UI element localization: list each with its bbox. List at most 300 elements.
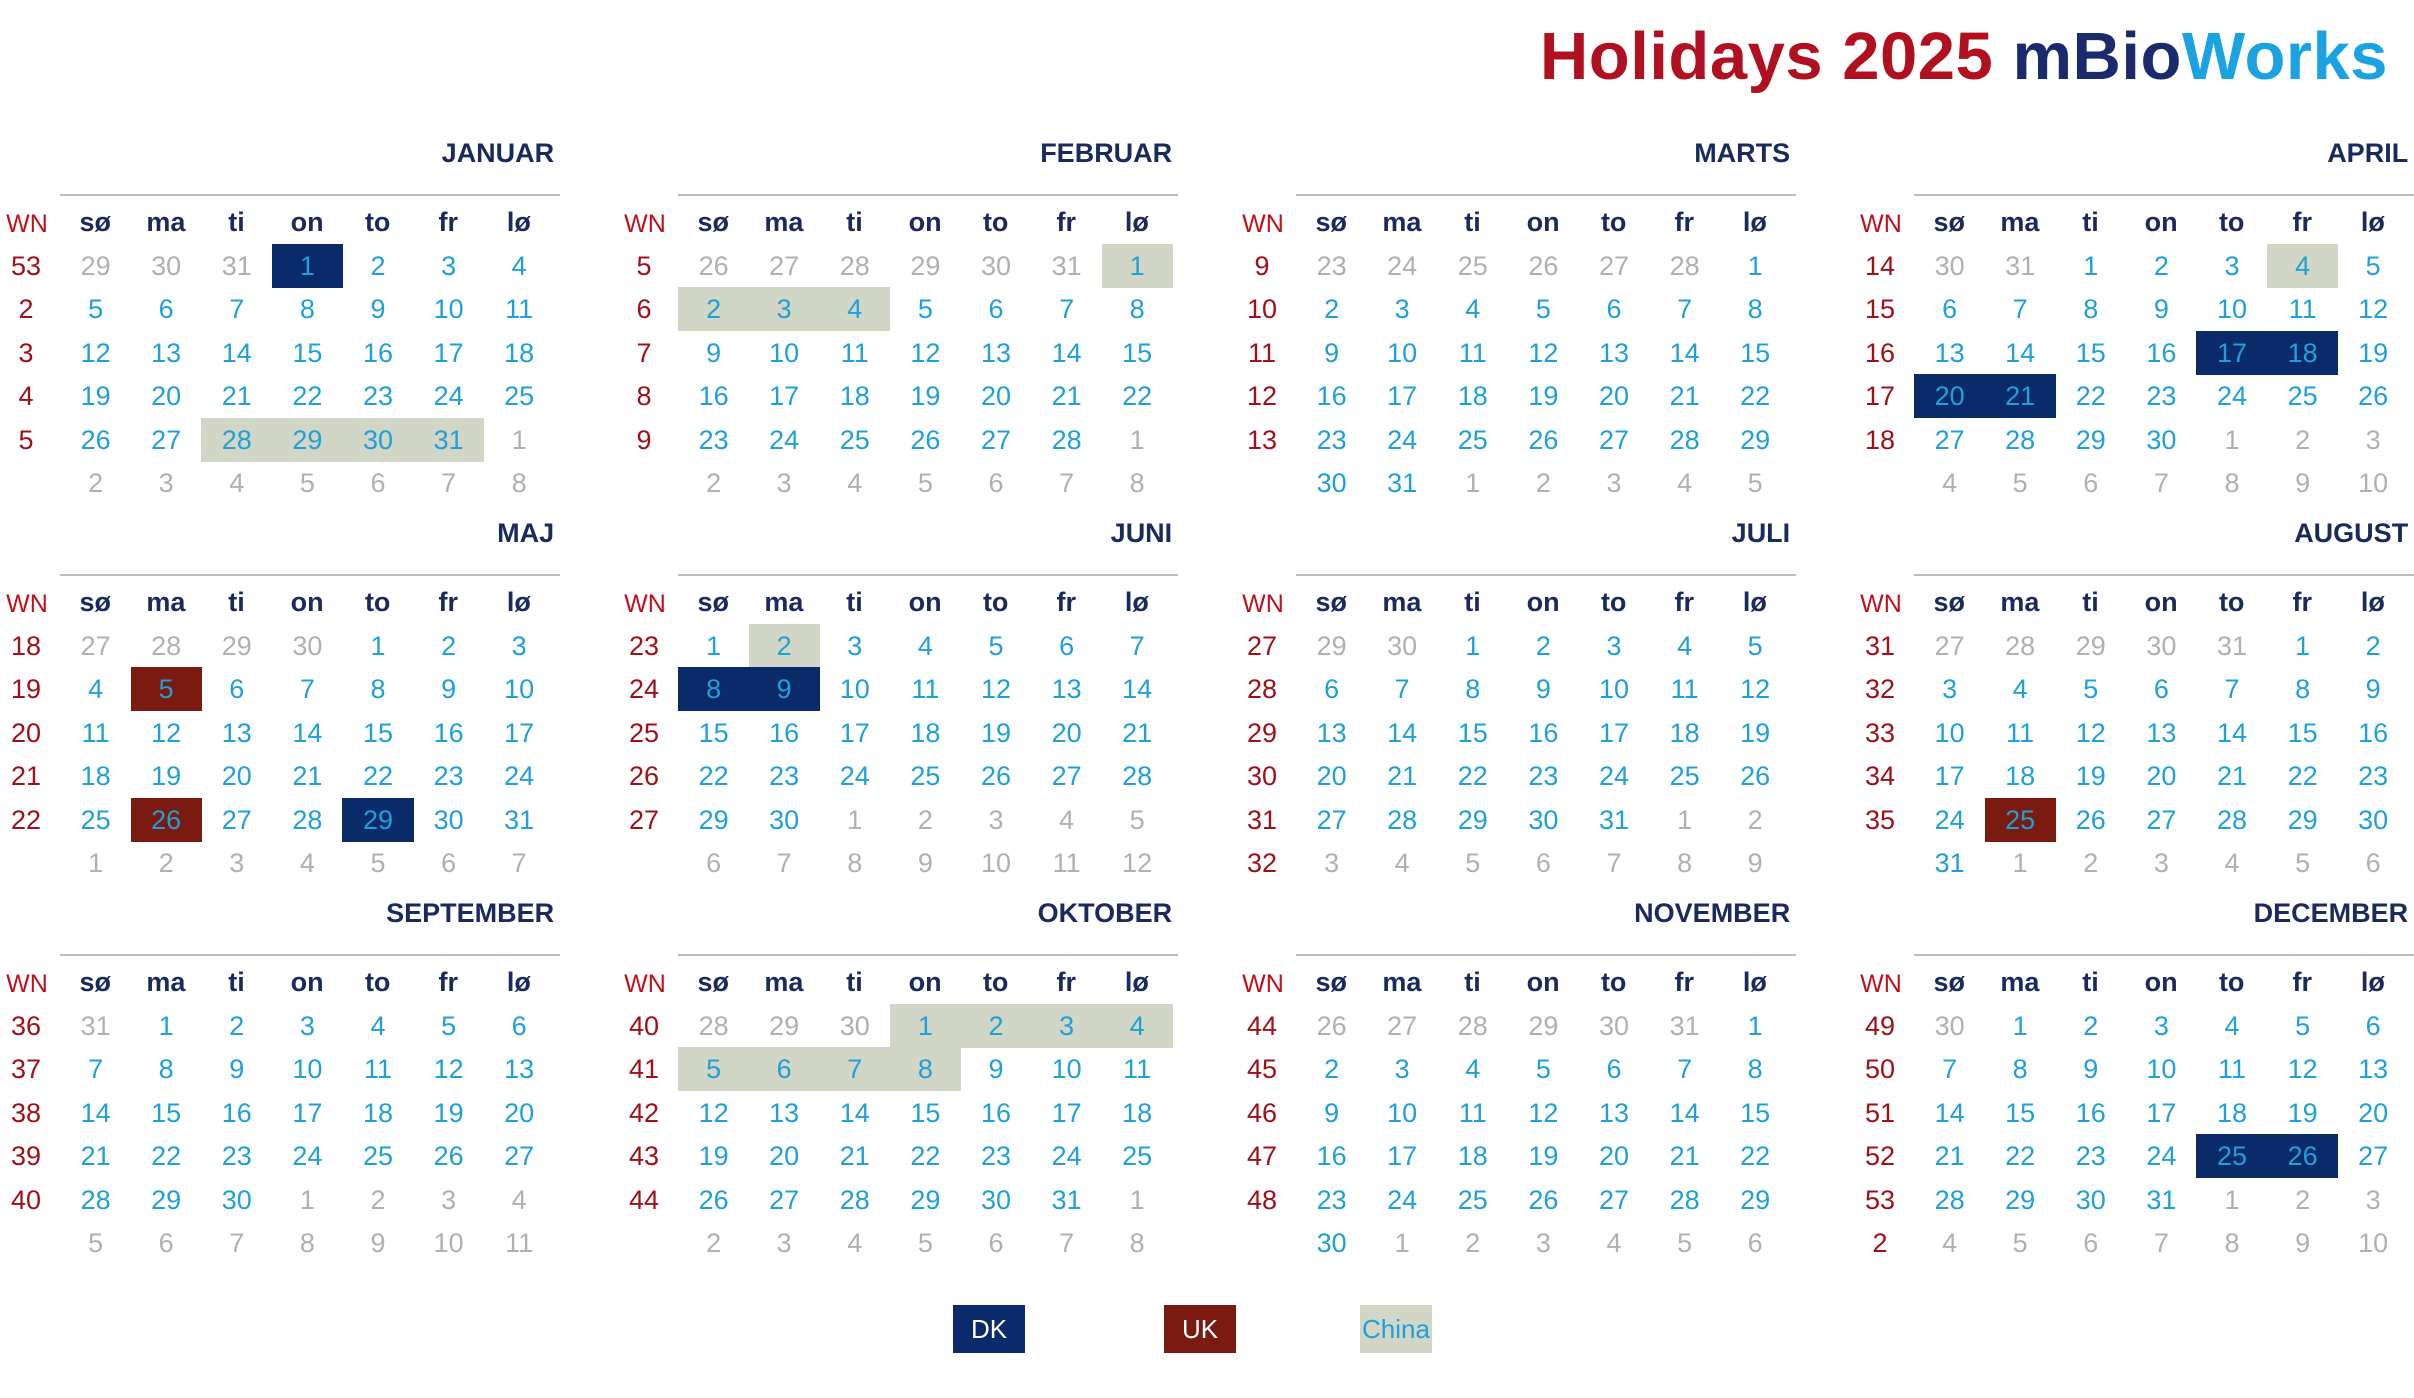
day-cell: 16	[698, 381, 729, 411]
day-cell-other: 3	[1324, 848, 1340, 878]
day-cell: 26	[1528, 424, 1559, 455]
day-cell: 23	[362, 381, 393, 411]
day-cell: 26	[980, 761, 1011, 791]
week-number: 4	[18, 381, 34, 411]
day-cell: 19	[980, 717, 1011, 748]
day-cell: 23	[1316, 1184, 1347, 1215]
day-cell: 3	[1606, 630, 1622, 661]
day-cell: 18	[910, 717, 941, 748]
day-cell: 22	[2075, 381, 2106, 411]
day-cell-other: 2	[1535, 468, 1551, 498]
day-cell: 4	[88, 674, 104, 704]
day-cell: 3	[2153, 1010, 2169, 1041]
day-cell: 19	[2287, 1097, 2318, 1128]
day-cell: 17	[2146, 1097, 2177, 1128]
week-number: 10	[1246, 294, 1278, 324]
day-cell: 12	[1528, 1097, 1559, 1128]
day-cell: 20	[1598, 1141, 1629, 1171]
day-cell-other: 10	[2358, 1228, 2389, 1258]
day-cell: 16	[2075, 1097, 2106, 1128]
month-name: NOVEMBER	[1634, 898, 1791, 928]
day-cell: 20	[980, 381, 1011, 411]
day-cell: 10	[1598, 674, 1629, 704]
week-number-header: WN	[6, 210, 48, 238]
day-cell-other: 1	[2224, 424, 2240, 455]
day-cell-holiday-dk: 9	[749, 667, 820, 711]
day-cell-other: 30	[980, 250, 1011, 281]
day-cell-other: 29	[2075, 630, 2106, 661]
day-cell: 17	[839, 717, 870, 748]
day-cell-other: 2	[370, 1184, 386, 1215]
day-cell-holiday-china: 2	[749, 624, 820, 668]
weekday-header: on	[2144, 967, 2178, 997]
month-divider	[1914, 194, 2414, 196]
day-cell: 4	[2012, 674, 2028, 704]
weekday-header: ti	[228, 967, 245, 997]
week-number: 8	[636, 381, 652, 411]
day-cell-other: 7	[2153, 1228, 2169, 1258]
day-cell: 11	[2217, 1054, 2246, 1084]
weekday-header: lø	[506, 587, 531, 617]
day-cell-other: 10	[433, 1228, 464, 1258]
day-cell: 30	[1316, 468, 1347, 498]
weekday-header: lø	[1742, 967, 1767, 997]
day-cell: 24	[2146, 1141, 2177, 1171]
week-number	[1234, 461, 1290, 505]
day-cell-other: 5	[1129, 804, 1145, 835]
day-cell: 9	[370, 294, 386, 324]
day-cell-other: 9	[2295, 1228, 2311, 1258]
day-cell: 20	[2358, 1097, 2389, 1128]
day-cell-other: 4	[511, 1184, 527, 1215]
day-cell: 6	[1059, 630, 1075, 661]
weekday-header: on	[1526, 587, 1560, 617]
day-cell: 30	[980, 1184, 1011, 1215]
weekday-header: ti	[846, 207, 863, 237]
day-cell-other: 5	[88, 1228, 104, 1258]
month-name: AUGUST	[2294, 518, 2409, 548]
day-cell-other: 5	[2012, 1228, 2028, 1258]
day-cell-holiday-dk: 1	[272, 244, 343, 288]
day-cell-other: 28	[1457, 1010, 1488, 1041]
day-cell: 13	[1598, 1097, 1629, 1128]
day-cell: 27	[1051, 761, 1082, 791]
day-cell: 19	[2075, 761, 2106, 791]
day-cell: 8	[2083, 294, 2099, 324]
weekday-header: fr	[1674, 207, 1695, 237]
day-cell-other: 3	[158, 468, 174, 498]
day-cell: 13	[1316, 717, 1347, 748]
day-cell-other: 2	[2295, 424, 2311, 455]
day-cell: 8	[2012, 1054, 2028, 1084]
day-cell: 16	[1316, 381, 1347, 411]
day-cell-other: 3	[1535, 1228, 1551, 1258]
day-cell-holiday-china: 2	[960, 1004, 1031, 1048]
day-cell-other: 1	[2012, 848, 2028, 878]
day-cell: 22	[2005, 1141, 2036, 1171]
day-cell-other: 27	[1387, 1010, 1418, 1041]
day-cell: 15	[2005, 1097, 2036, 1128]
day-cell: 29	[1740, 424, 1771, 455]
day-cell-holiday-china: 8	[890, 1047, 961, 1091]
day-cell: 13	[151, 337, 182, 368]
weekday-header: to	[982, 207, 1009, 237]
day-cell: 4	[2224, 1010, 2240, 1041]
day-cell: 23	[1316, 424, 1347, 455]
day-cell-other: 3	[2365, 424, 2381, 455]
day-cell-other: 5	[917, 468, 933, 498]
day-cell-holiday-dk: 29	[342, 798, 413, 842]
day-cell: 8	[1465, 674, 1481, 704]
weekday-header: ma	[146, 207, 186, 237]
day-cell-other: 2	[1465, 1228, 1481, 1258]
day-cell-other: 27	[1598, 250, 1629, 281]
day-cell: 28	[2005, 424, 2036, 455]
week-number	[616, 1221, 672, 1265]
day-cell: 20	[2146, 761, 2177, 791]
month-name: MAJ	[497, 518, 555, 548]
day-cell: 31	[1387, 468, 1418, 498]
week-number	[616, 841, 672, 885]
day-cell-other: 10	[980, 848, 1011, 878]
day-cell: 19	[1740, 717, 1771, 748]
day-cell-other: 7	[776, 848, 792, 878]
weekday-header: sø	[1315, 207, 1348, 237]
week-number: 18	[1864, 424, 1896, 455]
day-cell: 15	[1740, 1097, 1771, 1128]
weekday-header: on	[2144, 587, 2178, 617]
day-cell: 18	[1669, 717, 1700, 748]
day-cell: 13	[2146, 717, 2177, 748]
weekday-header: fr	[2292, 207, 2313, 237]
weekday-header: fr	[1056, 967, 1077, 997]
day-cell: 14	[1387, 717, 1418, 748]
day-cell-other: 2	[706, 468, 722, 498]
day-cell: 31	[504, 804, 535, 835]
day-cell: 9	[1324, 337, 1340, 368]
day-cell: 24	[433, 381, 464, 411]
day-cell-other: 8	[299, 1228, 315, 1258]
day-cell: 14	[292, 717, 323, 748]
day-cell: 30	[221, 1184, 252, 1215]
day-cell-other: 29	[1528, 1010, 1559, 1041]
day-cell: 2	[1324, 1054, 1340, 1084]
day-cell-other: 4	[1942, 468, 1958, 498]
week-number: 42	[628, 1097, 660, 1128]
day-cell-other: 31	[2216, 630, 2247, 661]
weekday-header: on	[1526, 207, 1560, 237]
day-cell-holiday-dk: 8	[678, 667, 749, 711]
logo-works: Works	[2181, 19, 2388, 94]
day-cell: 14	[2005, 337, 2036, 368]
day-cell: 24	[1598, 761, 1629, 791]
day-cell: 10	[1387, 1097, 1418, 1128]
day-cell: 10	[292, 1054, 323, 1084]
day-cell: 17	[769, 381, 800, 411]
week-number: 27	[1246, 630, 1278, 661]
day-cell-holiday-dk: 26	[2267, 1134, 2338, 1178]
legend-china: China	[1360, 1305, 1432, 1353]
day-cell: 7	[2224, 674, 2240, 704]
day-cell-other: 7	[1059, 468, 1075, 498]
month-name: JUNI	[1110, 518, 1173, 548]
weekday-header: lø	[2360, 207, 2385, 237]
weekday-header: to	[982, 587, 1009, 617]
day-cell: 9	[2153, 294, 2169, 324]
day-cell-other: 1	[1394, 1228, 1410, 1258]
day-cell: 27	[769, 1184, 800, 1215]
day-cell: 8	[370, 674, 386, 704]
day-cell: 3	[2224, 250, 2240, 281]
weekday-header: sø	[1933, 207, 1966, 237]
weekday-header: on	[290, 967, 324, 997]
day-cell: 5	[1535, 294, 1551, 324]
day-cell: 27	[1934, 424, 1965, 455]
day-cell-other: 30	[1387, 630, 1418, 661]
day-cell-other: 4	[1677, 468, 1693, 498]
day-cell: 2	[2083, 1010, 2099, 1041]
month-divider	[60, 954, 560, 956]
day-cell-other: 7	[511, 848, 527, 878]
weekday-header: on	[290, 207, 324, 237]
weekday-header: to	[1600, 967, 1627, 997]
day-cell: 16	[433, 717, 464, 748]
day-cell: 6	[2153, 674, 2169, 704]
day-cell-other: 6	[370, 468, 386, 498]
week-number: 52	[1864, 1141, 1896, 1171]
day-cell: 5	[2083, 674, 2099, 704]
day-cell-other: 3	[441, 1184, 457, 1215]
day-cell-other: 11	[505, 1228, 534, 1258]
day-cell-other: 29	[80, 250, 111, 281]
weekday-header: sø	[79, 207, 112, 237]
week-number	[1852, 841, 1908, 885]
day-cell-holiday-china: 1	[890, 1004, 961, 1048]
day-cell-other: 3	[988, 804, 1004, 835]
day-cell: 22	[1740, 1141, 1771, 1171]
week-number-header: WN	[6, 970, 48, 998]
day-cell-other: 9	[1747, 848, 1763, 878]
day-cell: 22	[362, 761, 393, 791]
day-cell: 27	[2358, 1141, 2389, 1171]
day-cell: 10	[1934, 717, 1965, 748]
day-cell: 25	[1457, 424, 1488, 455]
day-cell: 3	[1394, 1054, 1410, 1084]
day-cell: 17	[292, 1097, 323, 1128]
day-cell: 27	[980, 424, 1011, 455]
day-cell: 18	[1457, 1141, 1488, 1171]
day-cell: 18	[2005, 761, 2036, 791]
month-divider	[1296, 194, 1796, 196]
week-number: 23	[628, 630, 660, 661]
day-cell-other: 1	[1129, 424, 1145, 455]
day-cell: 12	[698, 1097, 729, 1128]
week-number-header: WN	[624, 590, 666, 618]
week-number: 22	[10, 804, 42, 835]
day-cell-other: 1	[299, 1184, 315, 1215]
day-cell: 6	[511, 1010, 527, 1041]
day-cell: 5	[88, 294, 104, 324]
week-number	[1852, 461, 1908, 505]
week-number: 9	[636, 424, 652, 455]
day-cell-other: 2	[917, 804, 933, 835]
day-cell: 9	[988, 1054, 1004, 1084]
day-cell: 21	[221, 381, 252, 411]
day-cell-other: 4	[1059, 804, 1075, 835]
day-cell: 29	[2287, 804, 2318, 835]
day-cell: 5	[988, 630, 1004, 661]
day-cell-other: 4	[2224, 848, 2240, 878]
day-cell-holiday-china: 5	[678, 1047, 749, 1091]
day-cell: 11	[363, 1054, 392, 1084]
day-cell: 30	[2358, 804, 2389, 835]
week-number: 39	[10, 1141, 42, 1171]
day-cell: 8	[1747, 294, 1763, 324]
day-cell: 12	[433, 1054, 464, 1084]
day-cell-other: 3	[229, 848, 245, 878]
day-cell-other: 1	[88, 848, 104, 878]
day-cell: 17	[504, 717, 535, 748]
day-cell: 31	[2146, 1184, 2177, 1215]
day-cell: 11	[911, 674, 940, 704]
day-cell: 19	[80, 381, 111, 411]
day-cell: 18	[362, 1097, 393, 1128]
day-cell: 27	[221, 804, 252, 835]
day-cell: 15	[362, 717, 393, 748]
day-cell: 12	[910, 337, 941, 368]
day-cell-other: 1	[1465, 468, 1481, 498]
day-cell: 7	[88, 1054, 104, 1084]
day-cell: 1	[1465, 630, 1481, 661]
day-cell: 19	[1528, 1141, 1559, 1171]
day-cell-other: 8	[2224, 1228, 2240, 1258]
weekday-header: to	[2218, 967, 2245, 997]
week-number: 16	[1864, 337, 1896, 368]
day-cell: 23	[2358, 761, 2389, 791]
day-cell-other: 30	[1934, 250, 1965, 281]
day-cell: 28	[839, 1184, 870, 1215]
weekday-header: to	[2218, 207, 2245, 237]
day-cell: 22	[151, 1141, 182, 1171]
day-cell: 23	[980, 1141, 1011, 1171]
weekday-header: fr	[2292, 587, 2313, 617]
day-cell: 4	[511, 250, 527, 281]
week-number: 45	[1246, 1054, 1278, 1084]
day-cell-other: 28	[839, 250, 870, 281]
day-cell-other: 4	[1942, 1228, 1958, 1258]
week-number: 31	[1864, 630, 1896, 661]
day-cell: 25	[1457, 1184, 1488, 1215]
day-cell: 22	[1122, 381, 1153, 411]
day-cell: 21	[80, 1141, 111, 1171]
day-cell-other: 6	[706, 848, 722, 878]
day-cell-holiday-china: 4	[819, 287, 890, 331]
day-cell: 12	[2358, 294, 2389, 324]
weekday-header: sø	[1933, 967, 1966, 997]
day-cell-other: 9	[370, 1228, 386, 1258]
weekday-header: on	[908, 587, 942, 617]
week-number: 20	[10, 717, 42, 748]
day-cell-other: 2	[2083, 848, 2099, 878]
week-number: 47	[1246, 1141, 1278, 1171]
week-number: 26	[628, 761, 660, 791]
weekday-header: fr	[1674, 967, 1695, 997]
day-cell-other: 6	[2365, 848, 2381, 878]
day-cell: 26	[2358, 381, 2389, 411]
day-cell: 26	[80, 424, 111, 455]
day-cell-holiday-china: 6	[749, 1047, 820, 1091]
day-cell: 22	[1740, 381, 1771, 411]
day-cell: 12	[2287, 1054, 2318, 1084]
week-number: 13	[1246, 424, 1278, 455]
week-number: 28	[1246, 674, 1278, 704]
day-cell: 22	[292, 381, 323, 411]
day-cell-other: 28	[151, 630, 182, 661]
weekday-header: sø	[697, 587, 730, 617]
week-number	[616, 461, 672, 505]
weekday-header: fr	[1056, 587, 1077, 617]
day-cell-holiday-dk: 21	[1985, 374, 2056, 418]
day-cell: 15	[2075, 337, 2106, 368]
week-number-header: WN	[1242, 970, 1284, 998]
week-number-header: WN	[1860, 210, 1902, 238]
day-cell: 10	[769, 337, 800, 368]
day-cell: 28	[292, 804, 323, 835]
day-cell: 8	[299, 294, 315, 324]
weekday-header: ti	[228, 207, 245, 237]
week-number: 17	[1864, 381, 1896, 411]
weekday-header: ti	[1464, 967, 1481, 997]
weekday-header: sø	[1315, 587, 1348, 617]
day-cell: 13	[980, 337, 1011, 368]
weekday-header: ti	[1464, 207, 1481, 237]
weekday-header: fr	[2292, 967, 2313, 997]
weekday-header: to	[982, 967, 1009, 997]
day-cell-other: 28	[1669, 250, 1700, 281]
week-number: 19	[10, 674, 42, 704]
day-cell: 2	[2365, 630, 2381, 661]
day-cell: 16	[362, 337, 393, 368]
day-cell: 27	[1316, 804, 1347, 835]
day-cell-holiday-dk: 18	[2267, 331, 2338, 375]
day-cell: 31	[1934, 848, 1965, 878]
day-cell-other: 30	[839, 1010, 870, 1041]
weekday-header: fr	[438, 207, 459, 237]
day-cell: 28	[1669, 424, 1700, 455]
day-cell: 14	[1051, 337, 1082, 368]
weekday-header: fr	[438, 587, 459, 617]
day-cell: 13	[1051, 674, 1082, 704]
day-cell-other: 24	[1387, 250, 1418, 281]
week-number: 7	[636, 337, 652, 368]
weekday-header: lø	[506, 967, 531, 997]
day-cell: 28	[80, 1184, 111, 1215]
week-number	[0, 461, 54, 505]
day-cell: 9	[1324, 1097, 1340, 1128]
week-number: 51	[1864, 1097, 1896, 1128]
legend-uk: UK	[1164, 1305, 1236, 1353]
day-cell: 11	[1458, 1097, 1487, 1128]
day-cell: 1	[158, 1010, 174, 1041]
day-cell-other: 4	[299, 848, 315, 878]
day-cell: 15	[292, 337, 323, 368]
day-cell-other: 6	[1747, 1228, 1763, 1258]
day-cell-other: 6	[988, 1228, 1004, 1258]
week-number-header: WN	[624, 210, 666, 238]
day-cell: 2	[2153, 250, 2169, 281]
day-cell: 25	[80, 804, 111, 835]
day-cell: 5	[917, 294, 933, 324]
